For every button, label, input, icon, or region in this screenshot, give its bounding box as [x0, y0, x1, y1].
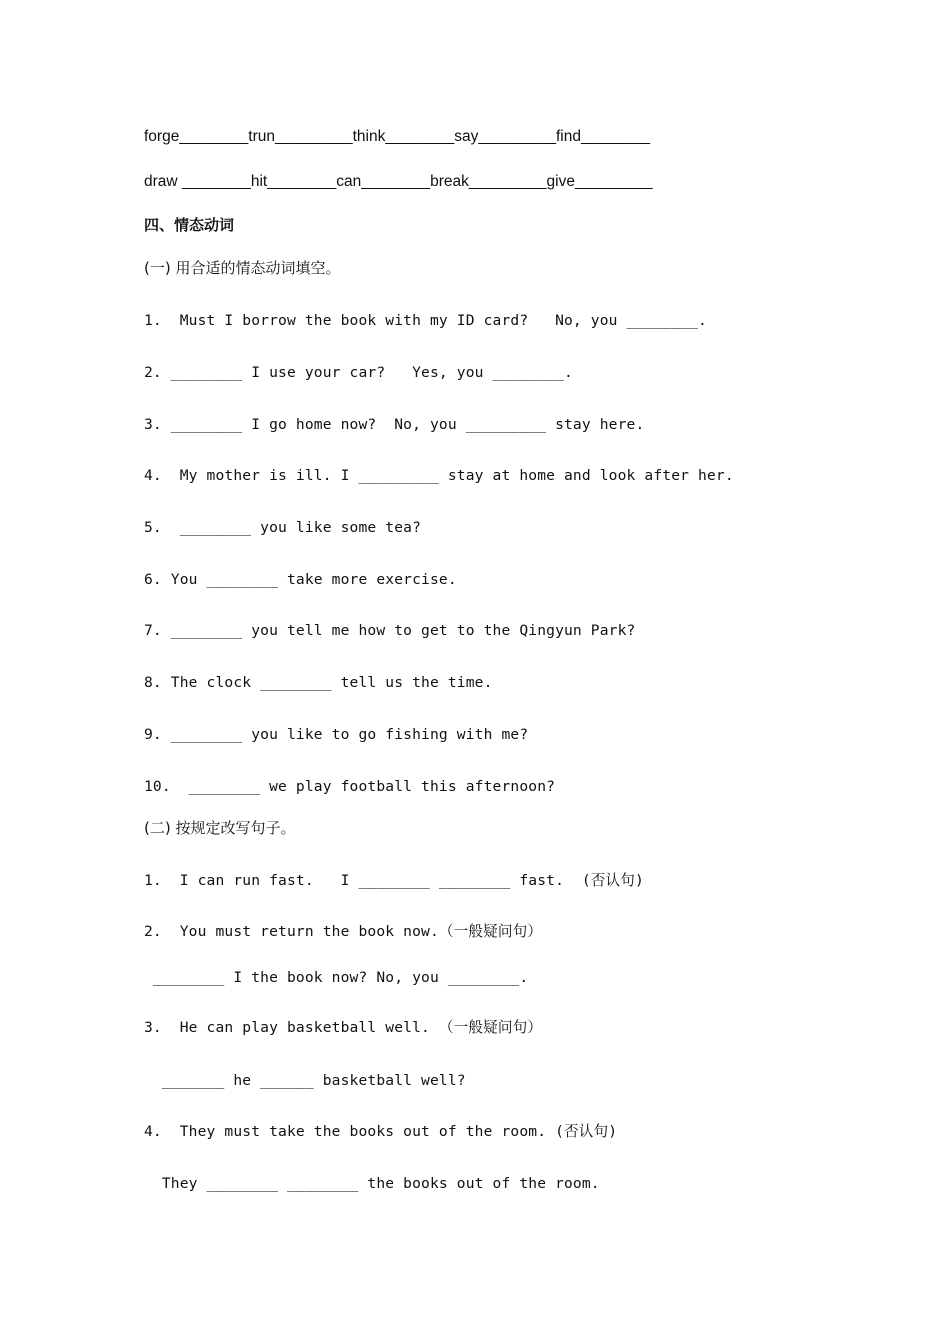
rewrite-item-1: 1. I can run fast. I ________ ________ fast. (否认句): [144, 872, 644, 889]
exercise-item-5: 5. ________ you like some tea?: [144, 519, 422, 536]
rewrite-item-4: 4. They must take the books out of the room. (否认句): [144, 1123, 618, 1140]
section-heading: 四、情态动词: [144, 216, 235, 234]
exercise-item-1: 1. Must I borrow the book with my ID card? No, you ________.: [144, 312, 707, 329]
rewrite-item-3-answer: _______ he ______ basketball well?: [144, 1072, 466, 1089]
exercise-item-4: 4. My mother is ill. I _________ stay at home and look after her.: [144, 467, 734, 484]
exercise-item-3: 3. ________ I go home now? No, you _________ stay here.: [144, 416, 645, 433]
exercise-item-6: 6. You ________ take more exercise.: [144, 571, 457, 588]
rewrite-item-2: 2. You must return the book now.（一般疑问句）: [144, 923, 543, 940]
exercise-item-9: 9. ________ you like to go fishing with me?: [144, 726, 529, 743]
rewrite-item-2-answer: ________ I the book now? No, you ________.: [144, 969, 529, 986]
part-2-title: (二) 按规定改写句子。: [144, 819, 296, 837]
exercise-item-10: 10. ________ we play football this afternoon?: [144, 778, 556, 795]
verb-forms-row-2: draw ________hit________can________break_________give_________: [144, 173, 653, 190]
rewrite-item-4-answer: They ________ ________ the books out of the room.: [144, 1175, 600, 1192]
exercise-item-8: 8. The clock ________ tell us the time.: [144, 674, 493, 691]
part-1-title: (一) 用合适的情态动词填空。: [144, 259, 341, 277]
exercise-item-2: 2. ________ I use your car? Yes, you ________.: [144, 364, 573, 381]
exercise-item-7: 7. ________ you tell me how to get to the Qingyun Park?: [144, 622, 636, 639]
verb-forms-row-1: forge________trun_________think________say_________find________: [144, 128, 650, 145]
rewrite-item-3: 3. He can play basketball well. （一般疑问句）: [144, 1019, 543, 1036]
